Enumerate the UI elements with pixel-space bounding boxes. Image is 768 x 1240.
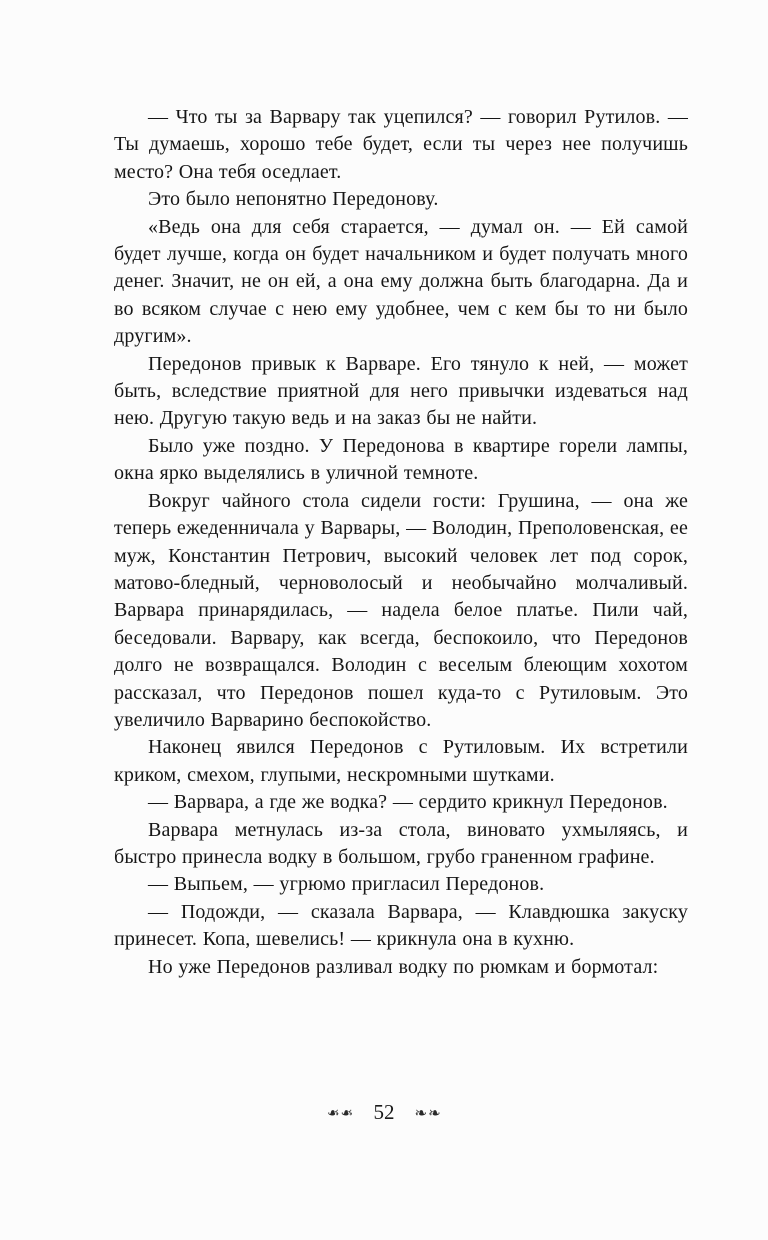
paragraph: Но уже Передонов разливал водку по рюмкам и бормотал:: [148, 955, 659, 978]
paragraph: — Варвара, а где же водка? — сердито крикнул Передонов.: [148, 791, 668, 814]
fleuron-ornament-left-icon: ❧❧: [326, 1103, 354, 1122]
fleuron-ornament-right-icon: ❧❧: [414, 1103, 442, 1122]
paragraph: — Что ты за Варвару так уцепился? — говорил Рутилов. — Ты думаешь, хорошо тебе будет, если ты через нее получишь место? Она тебя оседлает.: [114, 106, 688, 183]
page-number: 52: [373, 1100, 395, 1124]
paragraph: — Выпьем, — угрюмо пригласил Передонов.: [148, 873, 545, 896]
paragraph: «Ведь она для себя старается, — думал он. — Ей самой будет лучше, когда он будет начальником и будет получать много денег. Значит, не он ей, а она ему должна быть благодарна. Да и во всяком случае с нею ему удобнее, чем с кем бы то ни было другим».: [114, 215, 688, 348]
paragraph: Наконец явился Передонов с Рутиловым. Их встретили криком, смехом, глупыми, нескромными шутками.: [114, 736, 688, 786]
paragraph: Вокруг чайного стола сидели гости: Грушина, — она же теперь ежеденничала у Варвары, — Володин, Преполовенская, ее муж, Константин Петрович, высокий человек лет под сорок, матово-бледный, черноволосый и необычайно молчаливый. Варвара принарядилась, — надела белое платье. Пили чай, беседовали. Варвару, как всегда, беспокоило, что Передонов долго не возвращался. Володин с веселым блеющим хохотом рассказал, что Передонов пошел куда-то с Рутиловым. Это увеличило Варварино беспокойство.: [114, 489, 688, 731]
paragraph: Это было непонятно Передонову.: [148, 188, 439, 211]
text-block: [114, 104, 688, 981]
paragraph: Было уже поздно. У Передонова в квартире горели лампы, окна ярко выделялись в уличной темноте.: [114, 434, 688, 485]
paragraph: Варвара метнулась из-за стола, виновато ухмыляясь, и быстро принесла водку в большом, грубо граненном графине.: [114, 818, 688, 868]
paragraph: — Подожди, — сказала Варвара, — Клавдюшка закуску принесет. Копа, шевелись! — крикнула она в кухню.: [114, 900, 688, 951]
page-footer: [0, 1100, 768, 1125]
paragraph: Передонов привык к Варваре. Его тянуло к ней, — может быть, вследствие приятной для него привычки издеваться над нею. Другую такую ведь и на заказ бы не найти.: [114, 352, 688, 430]
